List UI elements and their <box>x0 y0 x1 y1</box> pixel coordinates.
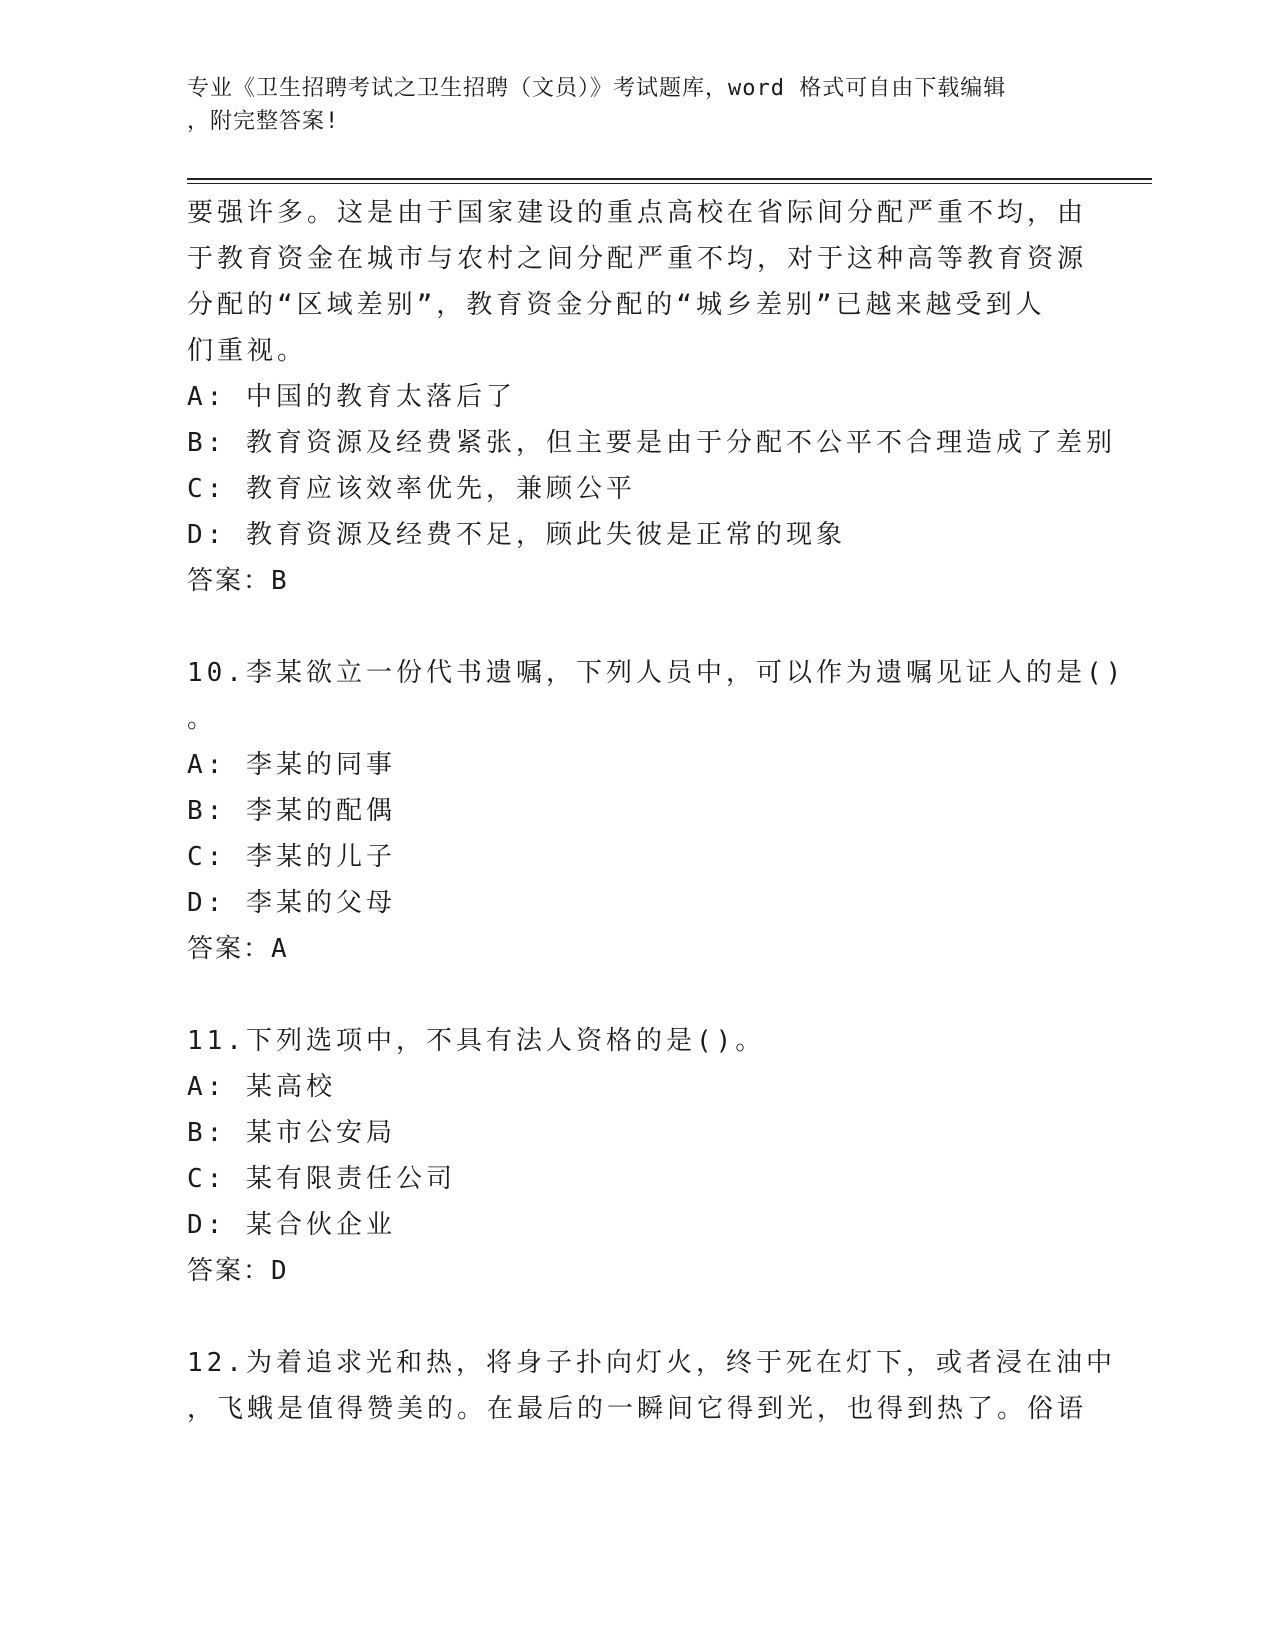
answer-line: 答案：B <box>187 566 289 596</box>
answer-line: 答案：A <box>187 934 289 964</box>
question-9-continuation <box>187 190 1116 604</box>
option-b: B: 教育资源及经费紧张，但主要是由于分配不公平不合理造成了差别 <box>187 428 1116 458</box>
option-c: C: 教育应该效率优先，兼顾公平 <box>187 474 636 504</box>
question-12 <box>187 1340 1116 1432</box>
header-line-2: ，附完整答案! <box>187 109 340 134</box>
question-text-line: ，飞蛾是值得赞美的。在最后的一瞬间它得到光，也得到热了。俗语 <box>187 1394 1088 1424</box>
question-text-line: 们重视。 <box>187 336 308 366</box>
spacer <box>187 1294 1087 1340</box>
header-line-1: 专业《卫生招聘考试之卫生招聘（文员）》考试题库，word 格式可自由下载编辑 <box>187 76 1007 101</box>
spacer <box>187 972 1087 1018</box>
option-d: D: 某合伙企业 <box>187 1210 396 1240</box>
spacer <box>187 604 1087 650</box>
option-a: A: 李某的同事 <box>187 750 396 780</box>
option-d: D: 教育资源及经费不足，顾此失彼是正常的现象 <box>187 520 846 550</box>
document-header <box>187 72 1067 138</box>
option-d: D: 李某的父母 <box>187 888 396 918</box>
option-b: B: 李某的配偶 <box>187 796 396 826</box>
option-a: A: 中国的教育太落后了 <box>187 382 516 412</box>
question-content <box>187 190 1126 1432</box>
question-text-line: 于教育资金在城市与农村之间分配严重不均，对于这种高等教育资源 <box>187 244 1088 274</box>
question-11 <box>187 1018 1087 1294</box>
option-a: A: 某高校 <box>187 1072 336 1102</box>
option-c: C: 某有限责任公司 <box>187 1164 456 1194</box>
header-divider <box>187 178 1152 184</box>
question-text-line: 。 <box>187 704 218 734</box>
question-10 <box>187 650 1126 972</box>
question-text-line: 10.李某欲立一份代书遗嘱，下列人员中，可以作为遗嘱见证人的是() <box>187 658 1126 688</box>
question-text-line: 11.下列选项中，不具有法人资格的是()。 <box>187 1026 766 1056</box>
question-text-line: 要强许多。这是由于国家建设的重点高校在省际间分配严重不均，由 <box>187 198 1088 228</box>
question-text-line: 分配的“区域差别”，教育资金分配的“城乡差别”已越来越受到人 <box>187 290 1046 320</box>
option-b: B: 某市公安局 <box>187 1118 396 1148</box>
option-c: C: 李某的儿子 <box>187 842 396 872</box>
question-text-line: 12.为着追求光和热，将身子扑向灯火，终于死在灯下，或者浸在油中 <box>187 1348 1116 1378</box>
answer-line: 答案：D <box>187 1256 289 1286</box>
